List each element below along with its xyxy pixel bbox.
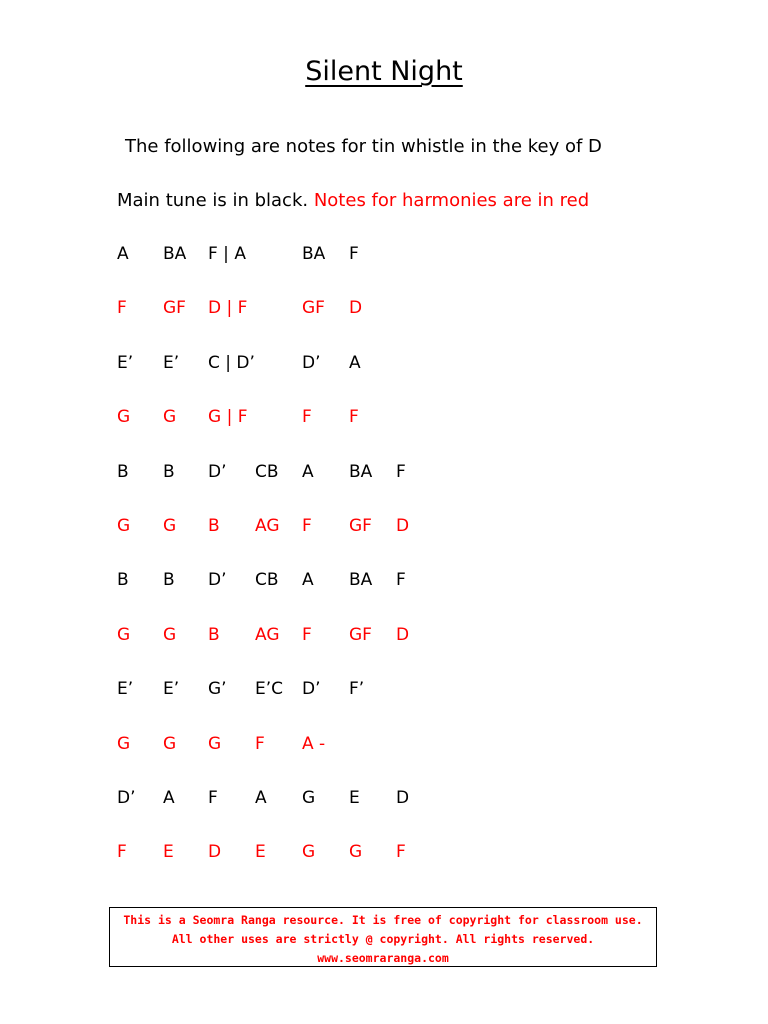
note: B <box>208 624 220 645</box>
note: BA <box>349 461 373 482</box>
note: A <box>302 570 314 591</box>
note: B <box>117 461 129 482</box>
note: BA <box>163 244 187 264</box>
note: F <box>349 407 359 428</box>
note: F | A <box>208 244 246 264</box>
note: D’ <box>208 570 227 591</box>
footer-line-1: This is a Seomra Ranga resource. It is free of copyright for classroom use. <box>123 913 643 927</box>
footer-line-2: All other uses are strictly @ copyright. All rights reserved. <box>171 932 595 946</box>
note: G <box>163 733 177 754</box>
note: A <box>255 788 267 808</box>
note: E <box>255 842 266 863</box>
note: G <box>117 624 131 645</box>
note: G <box>163 624 177 645</box>
note: A <box>163 788 175 808</box>
note: CB <box>255 570 279 591</box>
note: D’ <box>208 461 227 482</box>
note: G <box>349 842 363 863</box>
note: D <box>396 788 410 808</box>
note: D <box>396 624 410 645</box>
note: F <box>117 298 127 319</box>
note: GF <box>302 298 325 319</box>
note: A <box>117 244 129 264</box>
note: A <box>302 461 314 482</box>
note: GF <box>163 298 186 319</box>
note: E’C <box>255 679 284 700</box>
note: F <box>349 244 359 264</box>
legend-harmony: Notes for harmonies are in red <box>313 190 590 211</box>
note: CB <box>255 461 279 482</box>
note: B <box>163 461 175 482</box>
note: D <box>208 842 222 863</box>
note: D <box>396 516 410 536</box>
note: B <box>117 570 129 591</box>
note: D’ <box>302 352 321 373</box>
copyright-footer <box>109 907 657 967</box>
note: F <box>117 842 127 863</box>
note: B <box>208 516 220 536</box>
note: D | F <box>208 298 248 319</box>
note: BA <box>349 570 373 591</box>
note: G <box>163 407 177 428</box>
note: G <box>117 733 131 754</box>
note: G’ <box>208 679 227 700</box>
note: G <box>163 516 177 536</box>
intro-text: The following are notes for tin whistle in the key of D <box>125 136 602 157</box>
note: G <box>117 407 131 428</box>
note: E’ <box>163 352 180 373</box>
legend-main-tune: Main tune is in black. <box>117 190 309 211</box>
note: E <box>349 788 360 808</box>
note: B <box>163 570 175 591</box>
note: D’ <box>302 679 321 700</box>
note: F <box>396 842 406 863</box>
note: D’ <box>117 788 136 808</box>
note: G <box>302 842 316 863</box>
footer-website[interactable]: www.seomraranga.com <box>317 951 449 965</box>
note: C | D’ <box>208 352 255 373</box>
note: E <box>163 842 174 863</box>
note: E’ <box>117 679 134 700</box>
note: A <box>349 352 361 373</box>
note: F <box>302 407 312 428</box>
note: BA <box>302 244 326 264</box>
note: F <box>255 733 265 754</box>
note: G | F <box>208 407 248 428</box>
color-legend <box>117 190 589 211</box>
note: F <box>396 570 406 591</box>
note: E’ <box>117 352 134 373</box>
note: G <box>117 516 131 536</box>
note: AG <box>255 516 280 536</box>
note: AG <box>255 624 280 645</box>
note: F <box>208 788 218 808</box>
note: F’ <box>349 679 365 700</box>
note: E’ <box>163 679 180 700</box>
note: GF <box>349 624 372 645</box>
note: F <box>302 624 312 645</box>
page-title: Silent Night <box>305 56 463 87</box>
note: D <box>349 298 363 319</box>
note: A - <box>302 733 326 754</box>
note: F <box>302 516 312 536</box>
note: G <box>302 788 316 808</box>
note: GF <box>349 516 372 536</box>
note: G <box>208 733 222 754</box>
note: F <box>396 461 406 482</box>
